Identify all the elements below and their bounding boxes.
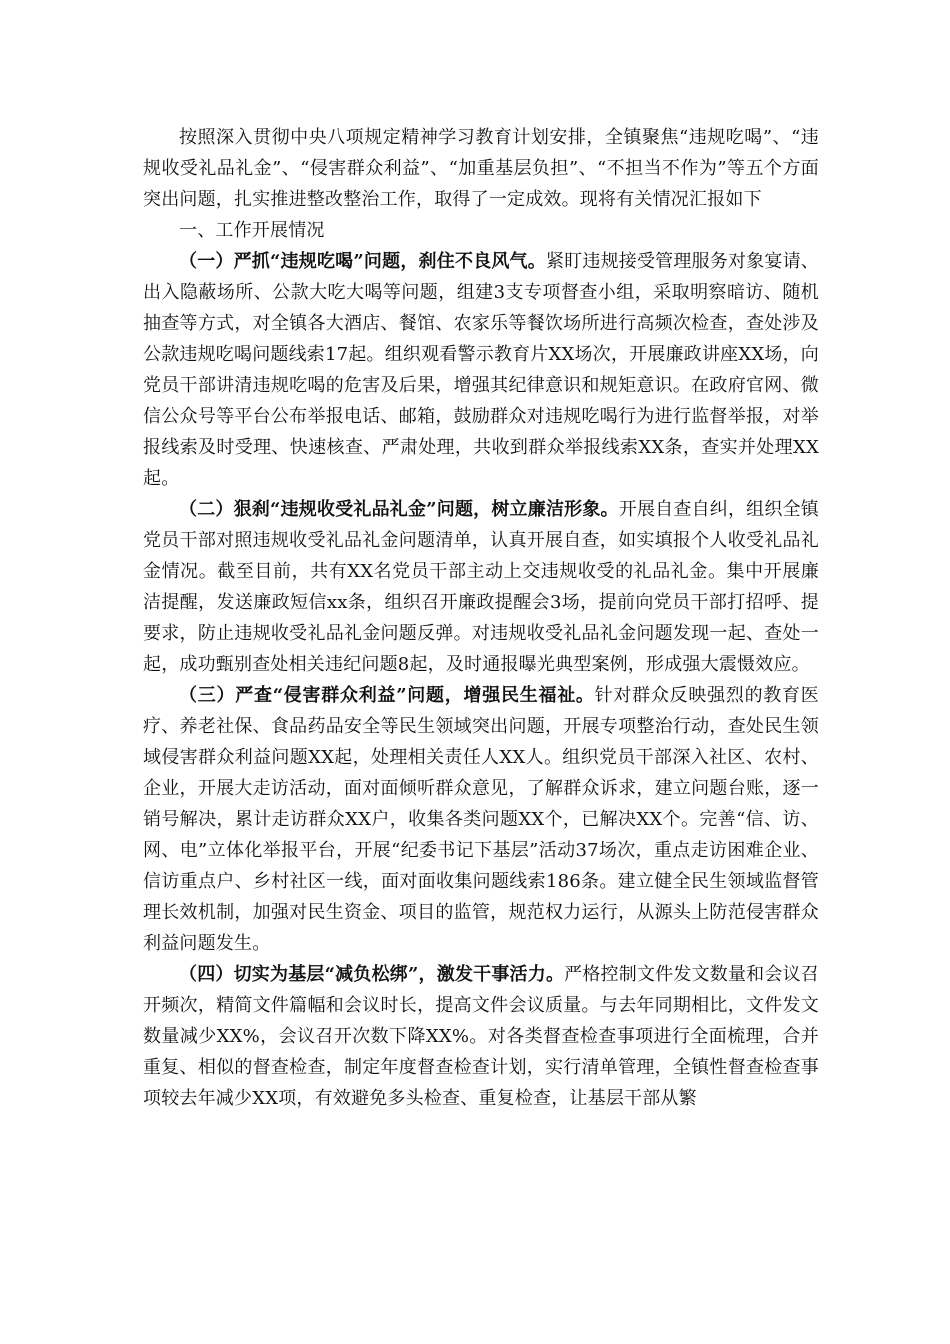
paragraph-2-lead: （二）狠刹“违规收受礼品礼金”问题，树立廉洁形象。: [179, 499, 619, 520]
paragraph-4: [143, 959, 819, 1114]
paragraph-3-text: 针对群众反映强烈的教育医疗、养老社保、食品药品安全等民生领域突出问题，开展专项整治行动，查处民生领域侵害群众利益问题XX起，处理相关责任人XX人。组织党员干部深入社区、农村、企业，开展大走访活动，面对面倾听群众意见，了解群众诉求，建立问题台账，逐一销号解决，累计走访群众XX户，收集各类问题XX个，已解决XX个。完善“信、访、网、电”立体化举报平台，开展“纪委书记下基层”活动37场次，重点走访困难企业、信访重点户、乡村社区一线，面对面收集问题线索186条。建立健全民生领域监督管理长效机制，加强对民生资金、项目的监管，规范权力运行，从源头上防范侵害群众利益问题发生。: [143, 685, 819, 954]
paragraph-1-lead: （一）严抓“违规吃喝”问题，刹住不良风气。: [179, 251, 546, 272]
paragraph-1-text: 紧盯违规接受管理服务对象宴请、出入隐蔽场所、公款大吃大喝等问题，组建3支专项督查小组，采取明察暗访、随机抽查等方式，对全镇各大酒店、餐馆、农家乐等餐饮场所进行高频次检查，查处涉及公款违规吃喝问题线索17起。组织观看警示教育片XX场次，开展廉政讲座XX场，向党员干部讲清违规吃喝的危害及后果，增强其纪律意识和规矩意识。在政府官网、微信公众号等平台公布举报电话、邮箱，鼓励群众对违规吃喝行为进行监督举报，对举报线索及时受理、快速核查、严肃处理，共收到群众举报线索XX条，查实并处理XX起。: [143, 251, 820, 489]
paragraph-2-text: 开展自查自纠，组织全镇党员干部对照违规收受礼品礼金问题清单，认真开展自查，如实填报个人收受礼品礼金情况。截至目前，共有XX名党员干部主动上交违规收受的礼品礼金。集中开展廉洁提醒，发送廉政短信xx条，组织召开廉政提醒会3场，提前向党员干部打招呼、提要求，防止违规收受礼品礼金问题反弹。对违规收受礼品礼金问题发现一起、查处一起，成功甄别查处相关违纪问题8起，及时通报曝光典型案例，形成强大震慑效应。: [143, 499, 819, 675]
paragraph-3-lead: （三）严查“侵害群众利益”问题，增强民生福祉。: [179, 685, 595, 706]
paragraph-3: [143, 680, 819, 959]
document-body: [143, 122, 819, 1114]
section-heading: 一、工作开展情况: [179, 220, 325, 241]
paragraph-4-text: 严格控制文件发文数量和会议召开频次，精简文件篇幅和会议时长，提高文件会议质量。与去年同期相比，文件发文数量减少XX%，会议召开次数下降XX%。对各类督查检查事项进行全面梳理，合并重复、相似的督查检查，制定年度督查检查计划，实行清单管理，全镇性督查检查事项较去年减少XX项，有效避免多头检查、重复检查，让基层干部从繁: [143, 964, 819, 1109]
intro-paragraph: 按照深入贯彻中央八项规定精神学习教育计划安排，全镇聚焦“违规吃喝”、“违规收受礼品礼金”、“侵害群众利益”、“加重基层负担”、“不担当不作为”等五个方面突出问题，扎实推进整改整治工作，取得了一定成效。现将有关情况汇报如下: [143, 127, 819, 210]
paragraph-2: [143, 494, 819, 680]
paragraph-4-lead: （四）切实为基层“减负松绑”，激发干事活力。: [179, 964, 565, 985]
paragraph-1: [143, 246, 819, 494]
